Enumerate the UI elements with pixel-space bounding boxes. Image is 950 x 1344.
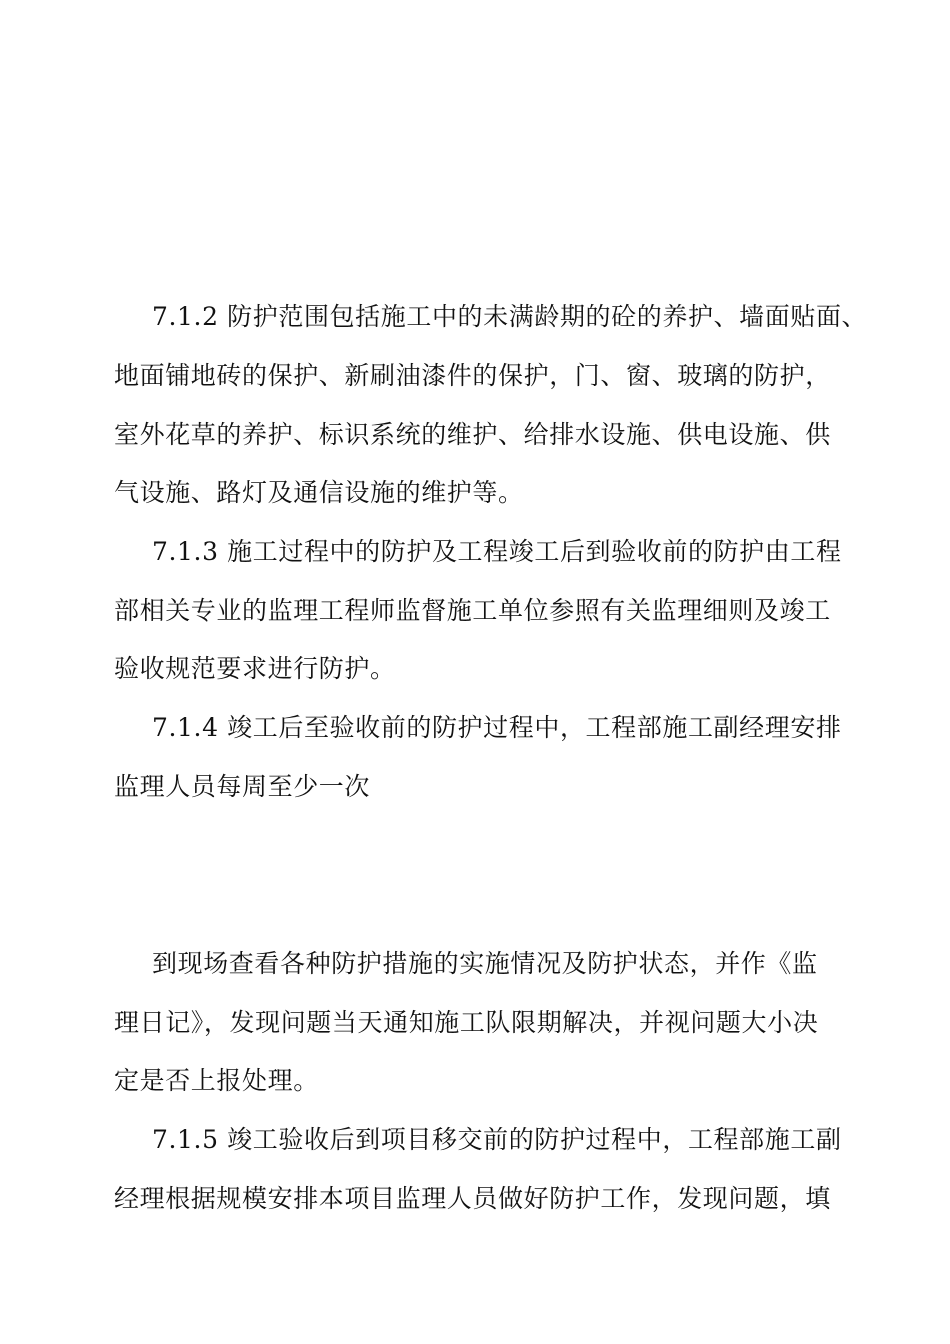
text-line: 定是否上报处理。 [114,1066,319,1095]
text-line: 部相关专业的监理工程师监督施工单位参照有关监理细则及竣工 [114,596,831,625]
text-line: 气设施、路灯及通信设施的维护等。 [114,478,524,507]
text-line: 验收规范要求进行防护。 [114,654,396,683]
text-line: 到现场查看各种防护措施的实施情况及防护状态，并作《监 [152,949,818,978]
text-line: 7.1.2 防护范围包括施工中的未满龄期的砼的养护、墙面贴面、 [152,302,868,331]
text-line: 地面铺地砖的保护、新刷油漆件的保护，门、窗、玻璃的防护， [114,361,831,390]
text-line: 室外花草的养护、标识系统的维护、给排水设施、供电设施、供 [114,420,831,449]
text-line: 7.1.5 竣工验收后到项目移交前的防护过程中，工程部施工副 [152,1125,842,1154]
text-line: 理日记》，发现问题当天通知施工队限期解决，并视问题大小决 [114,1008,819,1037]
text-line: 7.1.4 竣工后至验收前的防护过程中，工程部施工副经理安排 [152,713,842,742]
text-line: 经理根据规模安排本项目监理人员做好防护工作，发现问题，填 [114,1184,831,1213]
text-line: 7.1.3 施工过程中的防护及工程竣工后到验收前的防护由工程 [152,537,842,566]
text-line: 监理人员每周至少一次 [114,772,371,801]
